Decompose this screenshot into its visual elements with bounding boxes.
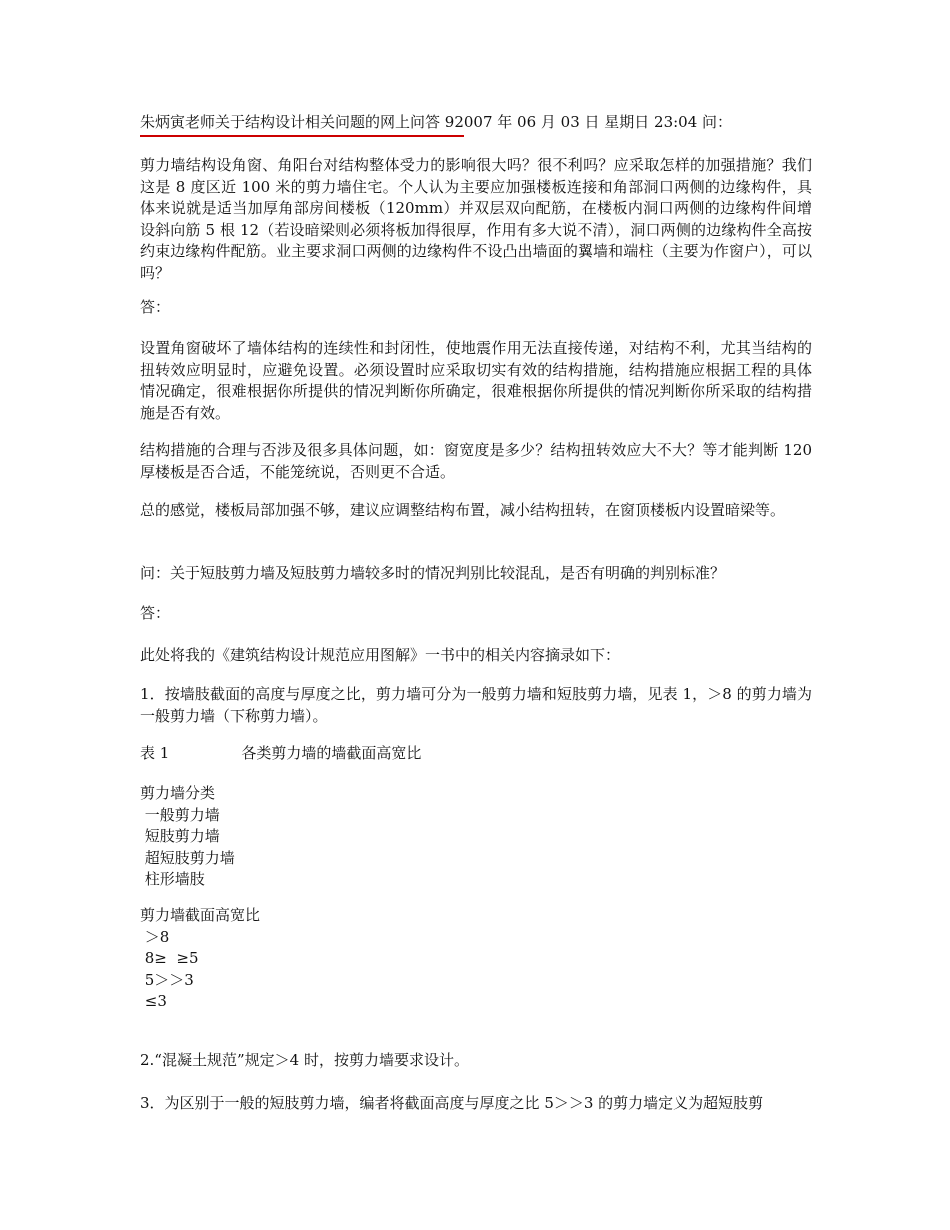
table-caption-number: 表 1	[140, 744, 170, 762]
title-underline	[140, 135, 464, 137]
table-cell: 一般剪力墙	[140, 805, 220, 824]
answer-1-paragraph-2: 结构措施的合理与否涉及很多具体问题，如：窗宽度是多少？结构扭转效应大不大？等才能判断 120 厚楼板是否合适，不能笼统说，否则更不合适。	[140, 441, 812, 481]
document-title: 朱炳寅老师关于结构设计相关问题的网上问答 92007 年 06 月 03 日 星期日 23:04 问：	[140, 113, 733, 131]
question-1: 剪力墙结构设角窗、角阳台对结构整体受力的影响很大吗？很不利吗？应采取怎样的加强措施？我们这是 8 度区近 100 米的剪力墙住宅。个人认为主要应加强楼板连接和角部洞口两侧的边缘构件，具体来说就是适当加厚角部房间楼板（120mm）并双层双向配筋，在楼板内洞口两侧的边缘构件间增设斜向筋 5 根 12（若设暗梁则必须将板加得很厚，作用有多大说不清），洞口两侧的边缘构件全高按约束边缘构件配筋。业主要求洞口两侧的边缘构件不设凸出墙面的翼墙和端柱（主要为作窗户），可以吗？	[140, 156, 812, 282]
list-item-2: 2.“混凝土规范”规定＞4 时，按剪力墙要求设计。	[140, 1051, 469, 1069]
list-item-1: 1．按墙肢截面的高度与厚度之比，剪力墙可分为一般剪力墙和短肢剪力墙，见表 1，＞8 的剪力墙为一般剪力墙（下称剪力墙）。	[140, 685, 812, 725]
table-column-ratio	[140, 905, 260, 1013]
table-caption-text: 各类剪力墙的墙截面高宽比	[241, 744, 422, 762]
table-header: 剪力墙截面高宽比	[140, 906, 261, 924]
table-cell: ＞8	[140, 927, 170, 946]
table-cell: 5＞＞3	[140, 970, 194, 989]
table-cell: 柱形墙肢	[140, 870, 205, 888]
table-cell: ≤3	[140, 992, 167, 1010]
answer-1-paragraph-1: 设置角窗破坏了墙体结构的连续性和封闭性，使地震作用无法直接传递，对结构不利，尤其当结构的扭转效应明显时，应避免设置。必须设置时应采取切实有效的结构措施，结构措施应根据工程的具体情况确定，很难根据你所提供的情况判断你所确定，很难根据你所提供的情况判断你所采取的结构措施是否有效。	[140, 339, 812, 422]
answer-2-intro: 此处将我的《建筑结构设计规范应用图解》一书中的相关内容摘录如下：	[140, 646, 621, 664]
table-column-classification	[140, 783, 235, 891]
table-header: 剪力墙分类	[140, 784, 216, 802]
answer-1-paragraph-3: 总的感觉，楼板局部加强不够，建议应调整结构布置，减小结构扭转，在窗顶楼板内设置暗梁等。	[140, 501, 786, 519]
table-caption	[140, 743, 421, 765]
table-cell: 短肢剪力墙	[140, 827, 220, 845]
question-2: 问：关于短肢剪力墙及短肢剪力墙较多时的情况判别比较混乱，是否有明确的判别标准？	[140, 564, 726, 582]
table-cell: 超短肢剪力墙	[140, 848, 235, 867]
list-item-3: 3．为区别于一般的短肢剪力墙，编者将截面高度与厚度之比 5＞＞3 的剪力墙定义为超短肢剪	[140, 1094, 764, 1112]
table-cell: 8≥ ≥5	[140, 949, 199, 967]
answer-label-1: 答：	[140, 298, 171, 316]
answer-label-2: 答：	[140, 604, 171, 622]
